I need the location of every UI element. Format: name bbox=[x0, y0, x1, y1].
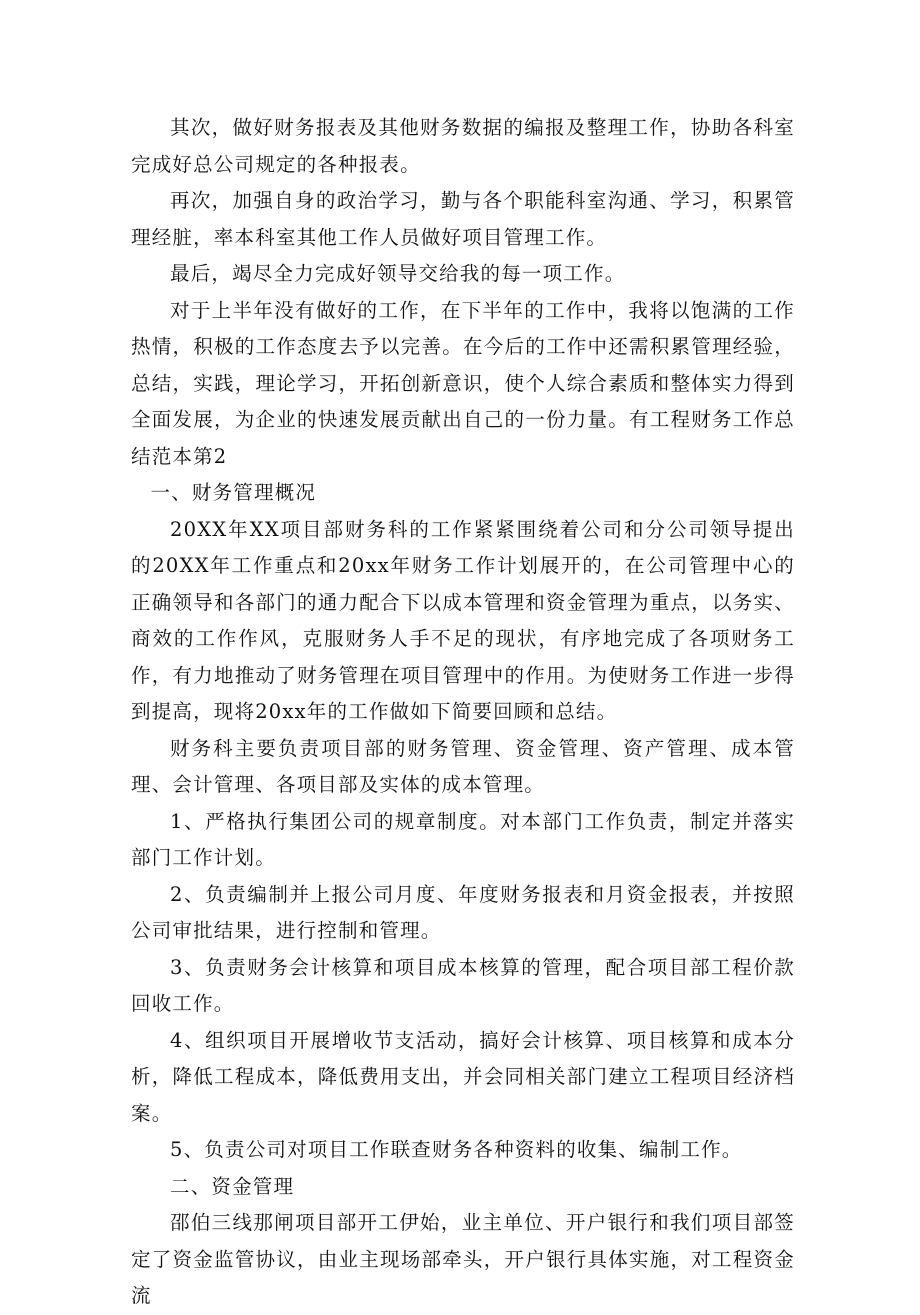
section-heading: 一、财务管理概况 bbox=[150, 481, 317, 504]
paragraph: 20XX年XX项目部财务科的工作紧紧围绕着公司和分公司领导提出的20XX年工作重点和20xx年财务工作计划展开的，在公司管理中心的正确领导和各部门的通力配合下以成本管理和资金管理为重点，以务实、商效的工作作风，克服财务人手不足的现状，有序地完成了各项财务工作，有力地推动了财务管理在项目管理中的作用。为使财务工作进一步得到提高，现将20xx年的工作做如下简要回顾和总结。 bbox=[131, 517, 795, 723]
section-heading: 二、资金管理 bbox=[170, 1174, 295, 1198]
paragraph: 邵伯三线那闸项目部开工伊始，业主单位、开户银行和我们项目部签定了资金监管协议，由业主现场部牵头，开户银行具体实施，对工程资金流 bbox=[131, 1211, 795, 1307]
paragraph: 财务科主要负责项目部的财务管理、资金管理、资产管理、成本管理、会计管理、各项目部及实体的成本管理。 bbox=[131, 736, 795, 796]
list-item: 4、组织项目开展增收节支活动，搞好会计核算、项目核算和成本分析，降低工程成本，降低费用支出，并会同相关部门建立工程项目经济档案。 bbox=[131, 1028, 795, 1125]
paragraph: 再次，加强自身的政治学习，勤与各个职能科室沟通、学习，积累管理经脏，率本科室其他工作人员做好项目管理工作。 bbox=[131, 189, 795, 249]
paragraph: 其次，做好财务报表及其他财务数据的编报及整理工作，协助各科室完成好总公司规定的各种报表。 bbox=[131, 116, 795, 176]
list-item: 3、负责财务会计核算和项目成本核算的管理，配合项目部工程价款回收工作。 bbox=[131, 955, 795, 1015]
list-item: 5、负责公司对项目工作联查财务各种资料的收集、编制工作。 bbox=[170, 1138, 743, 1161]
paragraph: 对于上半年没有做好的工作，在下半年的工作中，我将以饱满的工作热情，积极的工作态度去予以完善。在今后的工作中还需积累管理经验，总结，实践，理论学习，开拓创新意识，使个人综合素质和整体实力得到全面发展，为企业的快速发展贡献出自己的一份力量。有工程财务工作总结范本第2 bbox=[131, 298, 795, 468]
list-item: 1、严格执行集团公司的规章制度。对本部门工作负责，制定并落实部门工作计划。 bbox=[131, 809, 795, 869]
paragraph: 最后，竭尽全力完成好领导交给我的每一项工作。 bbox=[170, 262, 626, 285]
document-page bbox=[131, 110, 795, 1315]
list-item: 2、负责编制并上报公司月度、年度财务报表和月资金报表，并按照公司审批结果，进行控制和管理。 bbox=[131, 882, 795, 942]
